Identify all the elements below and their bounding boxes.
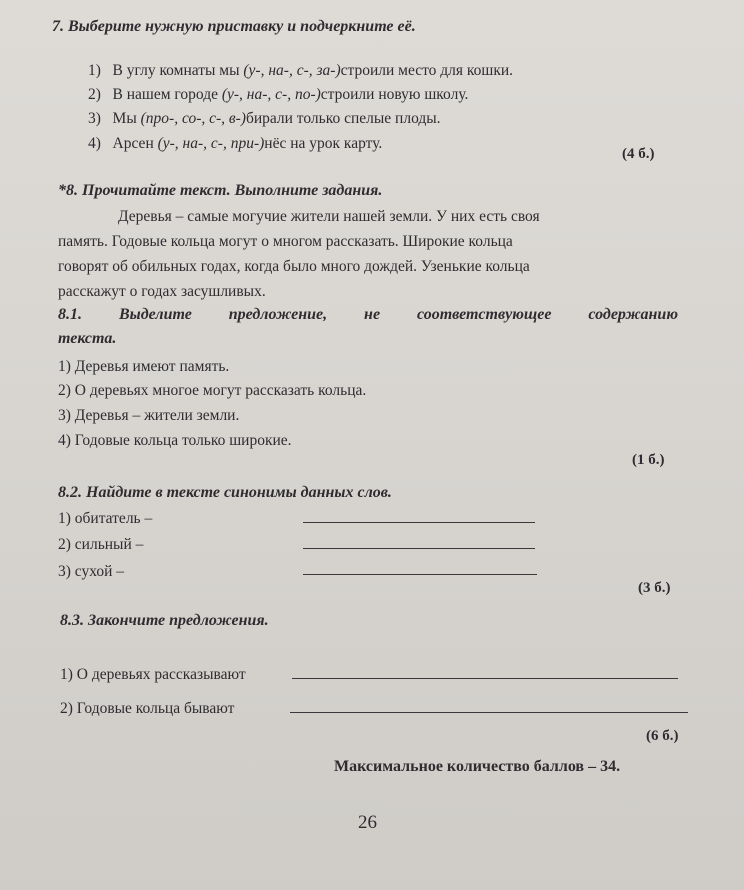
task-8-3-heading: 8.3. Закончите предложения. (60, 612, 269, 629)
answer-line-8-3-2[interactable] (290, 712, 688, 713)
answer-line-8-2-1[interactable] (303, 522, 535, 523)
task-8-2-heading: 8.2. Найдите в тексте синонимы данных слов. (58, 484, 392, 501)
task-7-item-3: 3) Мы (про-, со-, с-, в-)бирали только спелые плоды. (88, 110, 441, 127)
page-number: 26 (358, 812, 377, 833)
task-7-item-2: 2) В нашем городе (у-, на-, с-, по-)строили новую школу. (88, 86, 469, 103)
task-7-item-1: 1) В углу комнаты мы (у-, на-, с-, за-)строили место для кошки. (88, 62, 514, 79)
task-8-heading: *8. Прочитайте текст. Выполните задания. (58, 182, 383, 199)
task-8-2-points: (3 б.) (638, 580, 671, 596)
task-8-3-item-2: 2) Годовые кольца бывают (60, 700, 235, 717)
task-8-text: Деревья – самые могучие жители нашей земли. У них есть своя память. Годовые кольца могут о многом рассказать. Широкие кольца говорят об обильных годах, когда было много дождей. Узенькие кольца расскажут о годах засушливых. (58, 208, 540, 300)
answer-line-8-2-2[interactable] (303, 548, 535, 549)
task-8-1-heading-line-2: текста. (58, 330, 117, 347)
task-8-1-heading-line-1: 8.1. Выделите предложение, не соответствующее содержанию (58, 306, 678, 323)
task-8-1-option-2: 2) О деревьях многое могут рассказать кольца. (58, 382, 367, 399)
max-score: Максимальное количество баллов – 34. (334, 758, 621, 775)
task-8-1-option-3: 3) Деревья – жители земли. (58, 407, 240, 424)
answer-line-8-3-1[interactable] (292, 678, 678, 679)
task-8-1-option-4: 4) Годовые кольца только широкие. (58, 432, 292, 449)
task-8-3-points: (6 б.) (646, 728, 679, 744)
task-7-points: (4 б.) (622, 146, 655, 162)
task-8-2-item-2: 2) сильный – (58, 536, 144, 553)
task-8-2-item-1: 1) обитатель – (58, 510, 153, 527)
task-7-item-4: 4) Арсен (у-, на-, с-, при-)нёс на урок карту. (88, 135, 383, 152)
task-8-1-option-1: 1) Деревья имеют память. (58, 358, 230, 375)
task-7-heading: 7. Выберите нужную приставку и подчеркните её. (52, 18, 416, 35)
answer-line-8-2-3[interactable] (303, 574, 537, 575)
task-8-3-item-1: 1) О деревьях рассказывают (60, 666, 246, 683)
task-8-1-points: (1 б.) (632, 452, 665, 468)
task-8-2-item-3: 3) сухой – (58, 563, 125, 580)
